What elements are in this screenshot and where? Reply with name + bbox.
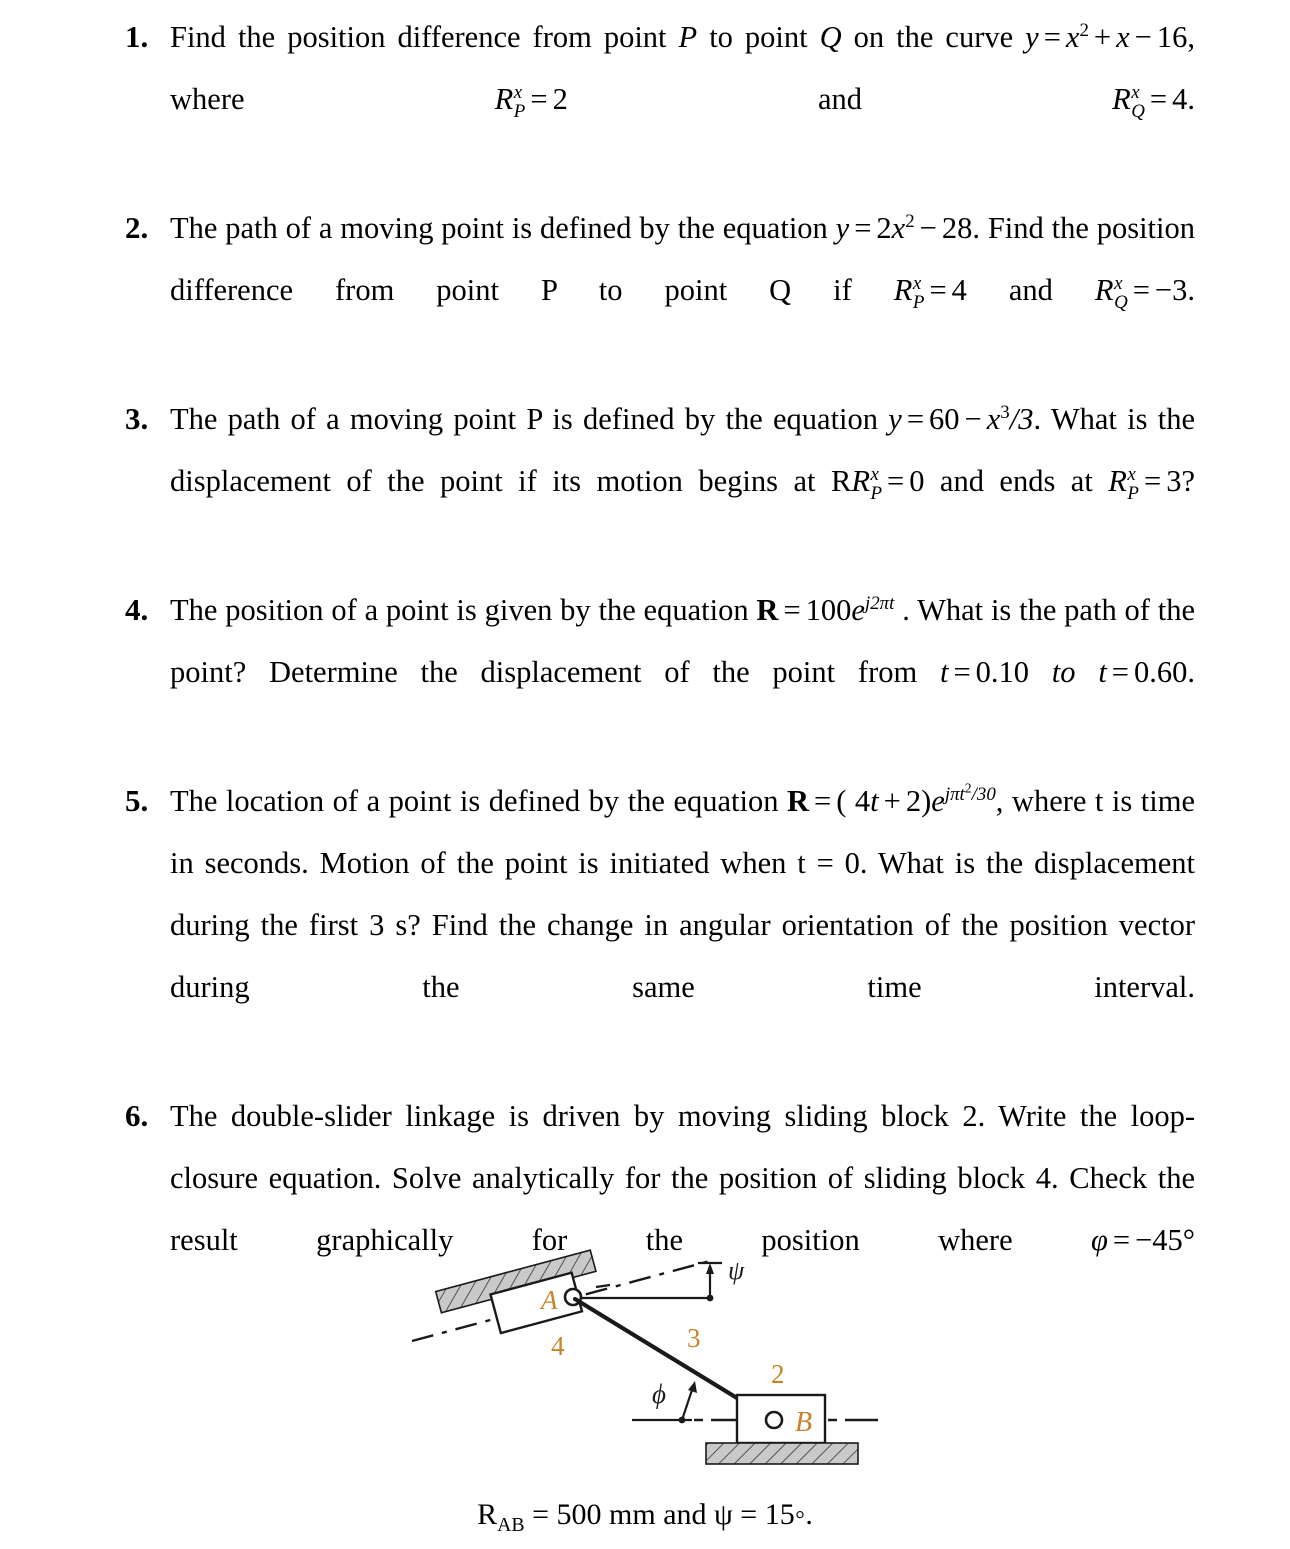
problem-item-4 bbox=[125, 579, 1195, 765]
caption-rest: = 500 mm and ψ = 15◦. bbox=[524, 1498, 813, 1531]
problem-number-3: 3. bbox=[125, 401, 149, 436]
problem-number-2: 2. bbox=[125, 210, 149, 245]
lower-ground bbox=[706, 1443, 858, 1464]
problem-text-6: The double-slider linkage is driven by moving sliding block 2. Write the loop-closure equation. Solve analytically for the position of sliding block 4. Check the result graphically for the position where φ = −45° bbox=[170, 1099, 1195, 1257]
label-psi: ψ bbox=[728, 1256, 745, 1285]
problem-number-6: 6. bbox=[125, 1098, 149, 1133]
problem-text-2: The path of a moving point is defined by the equation $y = 2x^2 - 28$. Find the position difference from point P to point Q if R x P = 4 and R x Q = −3. bbox=[170, 210, 1195, 313]
problem-list bbox=[125, 6, 1195, 1333]
problem-text-5: The location of a point is defined by the equation R = ( $4t + 2)e^{j\pi t^2/30}$, where t is time in seconds. Motion of the point is initiated when t = 0. What is the displacement during the first 3 s? Find the change in angular orientation of the position vector during the same time interval. bbox=[170, 780, 1195, 1004]
problem-number-4: 4. bbox=[125, 592, 149, 627]
phi-angle-arrow bbox=[682, 1381, 697, 1420]
psi-angle-arrow bbox=[698, 1263, 722, 1298]
double-slider-linkage-svg bbox=[410, 1243, 880, 1493]
label-phi: ϕ bbox=[652, 1379, 666, 1409]
label-block-4: 4 bbox=[551, 1331, 565, 1361]
linkage-figure bbox=[0, 1243, 1290, 1493]
problem-number-5: 5. bbox=[125, 783, 149, 818]
problem-text-4: The position of a point is given by the equation $R = 100e^{j2\pi t}$ . What is the path of the point? Determine the displacement of the point from t = 0.10 to t = 0.60. bbox=[170, 592, 1195, 689]
problem-item-3 bbox=[125, 388, 1195, 574]
problem-text-3: The path of a moving point P is defined by the equation $y = 60 - x^3/3$. What is the displacement of the point if its motion begins at RR x P = 0 and ends at R x P = 3? bbox=[170, 401, 1195, 504]
problem-item-1 bbox=[125, 6, 1195, 192]
label-a: A bbox=[541, 1285, 558, 1315]
problem-number-1: 1. bbox=[125, 19, 149, 54]
problem-text-1: Find the position difference from point P to point Q on the curve $y = x^2 + x - 16$, where R x P = 2 and R x Q = 4. bbox=[170, 19, 1195, 122]
caption-r: R bbox=[477, 1498, 498, 1531]
label-block-2: 2 bbox=[771, 1359, 785, 1389]
upper-dash-stub bbox=[596, 1285, 610, 1287]
problem-item-2 bbox=[125, 197, 1195, 383]
problem-item-5 bbox=[125, 770, 1195, 1080]
label-b: B bbox=[795, 1407, 813, 1438]
label-link-3: 3 bbox=[687, 1323, 701, 1353]
caption-subscript: AB bbox=[497, 1514, 525, 1536]
figure-caption bbox=[0, 1493, 1290, 1537]
joint-b-pin bbox=[766, 1412, 782, 1428]
